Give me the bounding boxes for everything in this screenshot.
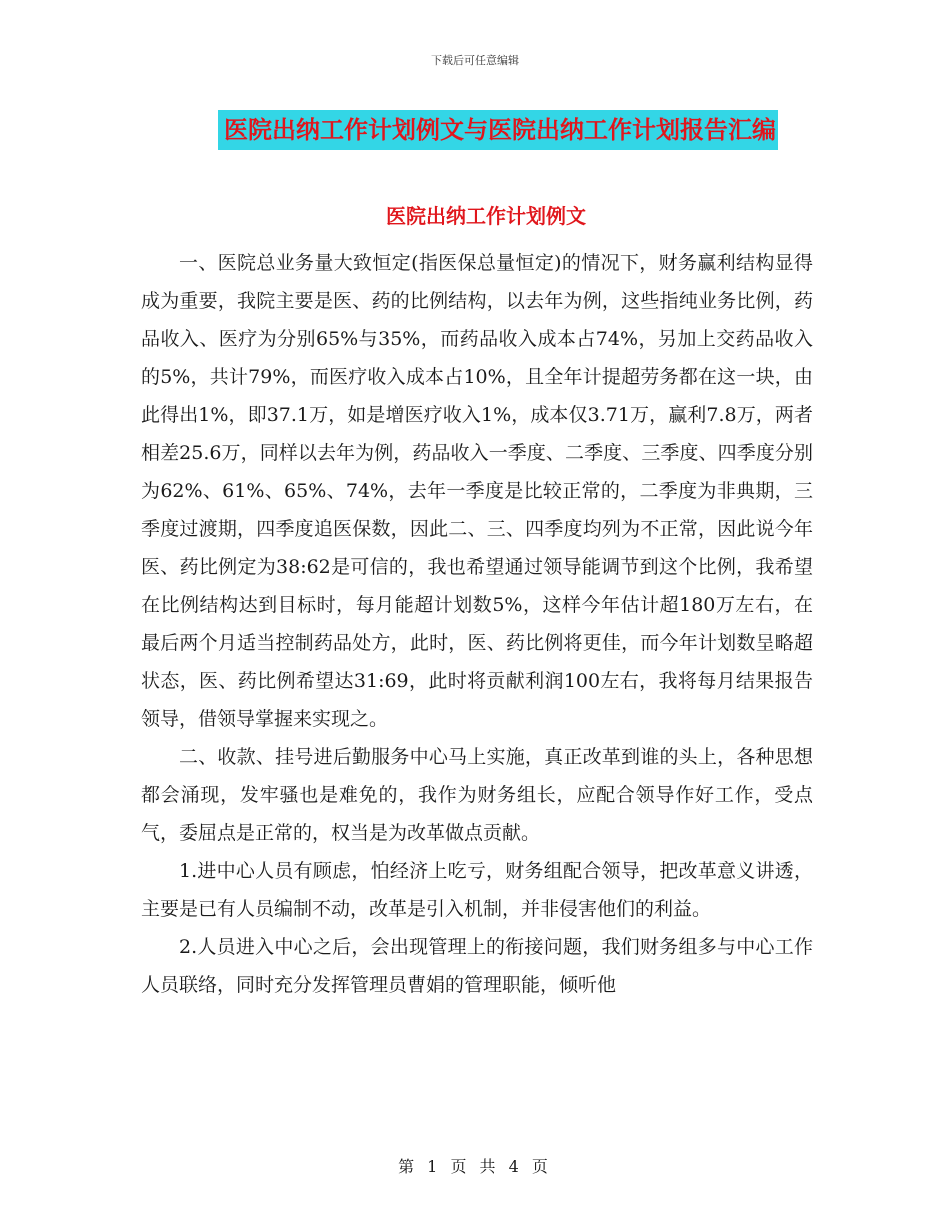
- main-title: 医院出纳工作计划例文与医院出纳工作计划报告汇编: [218, 110, 778, 150]
- header-note: 下载后可任意编辑: [431, 54, 519, 67]
- paragraph: 1.进中心人员有顾虑，怕经济上吃亏，财务组配合领导，把改革意义讲透，主要是已有人员编制不动，改革是引入机制，并非侵害他们的利益。: [141, 860, 813, 920]
- paragraph: 一、医院总业务量大致恒定(指医保总量恒定)的情况下，财务赢利结构显得成为重要，我院主要是医、药的比例结构，以去年为例，这些指纯业务比例，药品收入、医疗为分别65%与35%，而药品收入成本占74%，另加上交药品收入的5%，共计79%，而医疗收入成本占10%，且全年计提超劳务都在这一块，由此得出1%，即37.1万，如是增医疗收入1%，成本仅3.71万，赢利7.8万，两者相差25.6万，同样以去年为例，药品收入一季度、二季度、三季度、四季度分别为62%、61%、65%、74%，去年一季度是比较正常的，二季度为非典期，三季度过渡期，四季度追医保数，因此二、三、四季度均列为不正常，因此说今年医、药比例定为38:62是可信的，我也希望通过领导能调节到这个比例，我希望在比例结构达到目标时，每月能超计划数5%，这样今年估计超180万左右，在最后两个月适当控制药品处方，此时，医、药比例将更佳，而今年计划数呈略超状态，医、药比例希望达31:69，此时将贡献利润100左右，我将每月结果报告领导，借领导掌握来实现之。: [141, 252, 813, 730]
- main-title-container: [0, 110, 950, 150]
- sub-title: 医院出纳工作计划例文: [386, 204, 586, 228]
- body-text: [141, 244, 813, 1004]
- paragraph: 二、收款、挂号进后勤服务中心马上实施，真正改革到谁的头上，各种思想都会涌现，发牢骚也是难免的，我作为财务组长，应配合领导作好工作，受点气，委屈点是正常的，权当是为改革做点贡献。: [141, 746, 813, 844]
- paragraph: 2.人员进入中心之后，会出现管理上的衔接问题，我们财务组多与中心工作人员联络，同时充分发挥管理员曹娟的管理职能，倾听他: [141, 936, 813, 996]
- page-footer: 第 1 页 共 4 页: [398, 1157, 552, 1176]
